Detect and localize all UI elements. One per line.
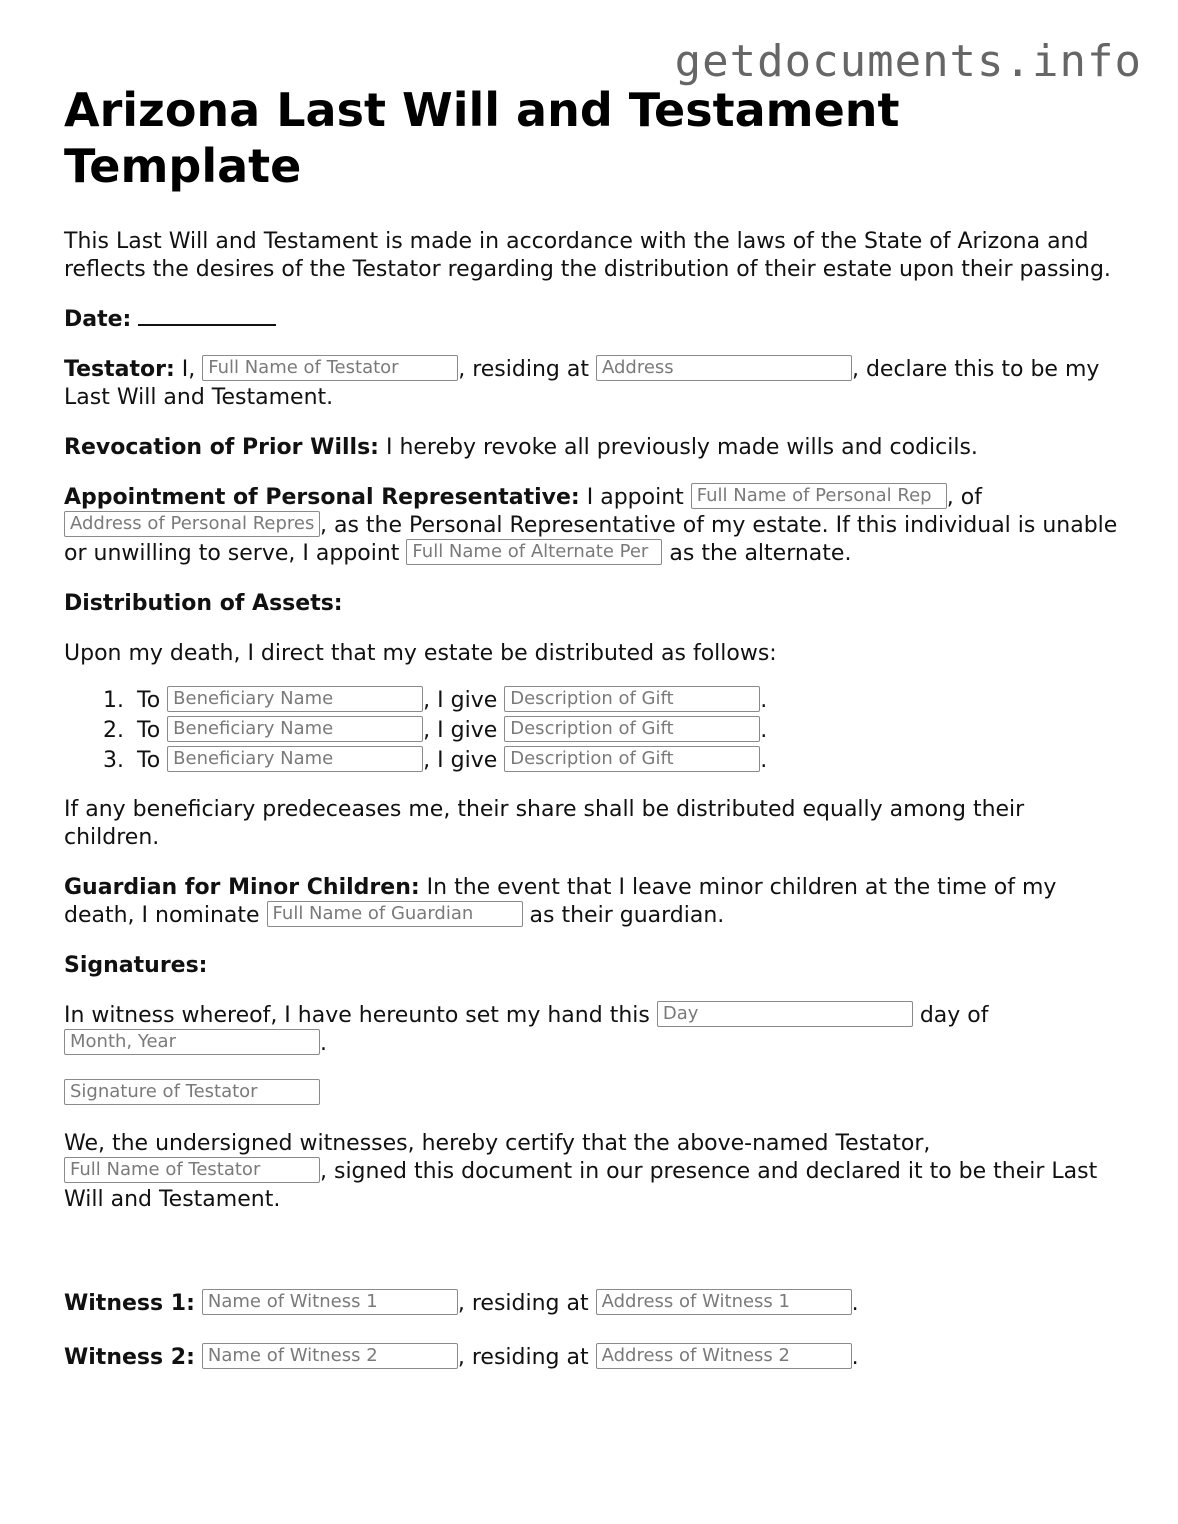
gift-2-field[interactable]: Description of Gift: [504, 716, 760, 742]
testator-address-field[interactable]: Address: [596, 355, 852, 381]
appointment-text-1: I appoint: [579, 485, 691, 510]
date-label: Date:: [64, 307, 132, 332]
testator-text-1: I,: [174, 357, 203, 382]
appointment-text-2: , of: [946, 485, 982, 510]
personal-rep-name-field[interactable]: Full Name of Personal Rep: [691, 483, 947, 509]
testator-label: Testator:: [64, 357, 175, 382]
witness-2-residing: , residing at: [457, 1345, 596, 1370]
distribution-heading: [64, 590, 1124, 618]
month-year-field[interactable]: Month, Year: [64, 1029, 320, 1055]
certification-paragraph: [64, 1130, 1124, 1214]
certification-text-1: We, the undersigned witnesses, hereby certify that the above-named Testator,: [64, 1131, 931, 1156]
spacer: [64, 1236, 1124, 1290]
witness-1-name-field[interactable]: Name of Witness 1: [202, 1289, 458, 1315]
signature-text-1: In witness whereof, I have hereunto set my hand this: [64, 1003, 657, 1028]
witness-2-line: [64, 1344, 1124, 1372]
list-text-to: To: [130, 688, 168, 713]
certification-text-2: , signed this document in our presence and declared it to be their Last Will and Testament.: [64, 1159, 1098, 1212]
gift-3-field[interactable]: Description of Gift: [504, 746, 760, 772]
list-number: 1.: [103, 688, 124, 713]
alternate-rep-name-field[interactable]: Full Name of Alternate Per: [406, 539, 662, 565]
witness-whereof-paragraph: [64, 1002, 1124, 1058]
list-text-give: , I give: [423, 748, 505, 773]
document-title: Arizona Last Will and Testament Template: [64, 83, 900, 193]
list-text-give: , I give: [423, 688, 505, 713]
appointment-text-3: , as the Personal Representative of my estate. If this individual is unable or unwilling to serve, I appoint: [64, 513, 1118, 566]
witness-2-label: Witness 2:: [64, 1345, 195, 1370]
appointment-label: Appointment of Personal Representative:: [64, 485, 580, 510]
document-page: [64, 82, 1124, 1398]
signatures-heading: [64, 952, 1124, 980]
guardian-paragraph: [64, 874, 1124, 930]
personal-rep-address-field[interactable]: Address of Personal Repres: [64, 511, 320, 537]
list-number: 3.: [103, 748, 124, 773]
witness-1-label: Witness 1:: [64, 1291, 195, 1316]
revocation-paragraph: [64, 434, 1124, 462]
list-text-end: .: [760, 718, 768, 743]
list-number: 2.: [103, 718, 124, 743]
predecease-paragraph: If any beneficiary predeceases me, their share shall be distributed equally among their children.: [64, 797, 1025, 850]
guardian-text-2: as their guardian.: [522, 903, 725, 928]
list-item: [94, 746, 1124, 776]
list-item: [94, 686, 1124, 716]
guardian-text-1: In the event that I leave minor children at the time of my death, I nominate: [64, 875, 1057, 928]
list-text-to: To: [130, 718, 168, 743]
witness-1-line: [64, 1290, 1124, 1318]
distribution-intro: Upon my death, I direct that my estate be distributed as follows:: [64, 641, 777, 666]
witness-2-end: .: [851, 1345, 859, 1370]
date-line: [64, 306, 1124, 334]
witness-2-name-field[interactable]: Name of Witness 2: [202, 1343, 458, 1369]
intro-paragraph: This Last Will and Testament is made in accordance with the laws of the State of Arizona and reflects the desires of the Testator regarding the distribution of their estate upon their passing.: [64, 229, 1111, 282]
witness-1-end: .: [851, 1291, 859, 1316]
appointment-paragraph: [64, 484, 1124, 568]
date-blank[interactable]: [138, 306, 276, 326]
guardian-name-field[interactable]: Full Name of Guardian: [267, 901, 523, 927]
signatures-heading-label: Signatures:: [64, 953, 208, 978]
revocation-label: Revocation of Prior Wills:: [64, 435, 379, 460]
beneficiary-1-field[interactable]: Beneficiary Name: [167, 686, 423, 712]
testator-signature-field[interactable]: Signature of Testator: [64, 1079, 320, 1105]
signature-text-2: day of: [912, 1003, 989, 1028]
gift-1-field[interactable]: Description of Gift: [504, 686, 760, 712]
testator-signature-line: [64, 1080, 1124, 1108]
watermark: getdocuments.info: [674, 36, 1142, 87]
appointment-text-4: as the alternate.: [662, 541, 852, 566]
certification-testator-name-field[interactable]: Full Name of Testator: [64, 1157, 320, 1183]
list-text-to: To: [130, 748, 168, 773]
day-field[interactable]: Day: [657, 1001, 913, 1027]
distribution-heading-label: Distribution of Assets:: [64, 591, 343, 616]
list-text-end: .: [760, 748, 768, 773]
signature-text-3: .: [320, 1031, 327, 1056]
testator-text-2: , residing at: [458, 357, 596, 382]
witness-1-address-field[interactable]: Address of Witness 1: [596, 1289, 852, 1315]
guardian-label: Guardian for Minor Children:: [64, 875, 420, 900]
testator-name-field[interactable]: Full Name of Testator: [202, 355, 458, 381]
beneficiary-3-field[interactable]: Beneficiary Name: [167, 746, 423, 772]
list-text-give: , I give: [423, 718, 505, 743]
testator-paragraph: [64, 356, 1124, 412]
witness-2-address-field[interactable]: Address of Witness 2: [596, 1343, 852, 1369]
testator-text-3: , declare this to be my Last Will and Testament.: [64, 357, 1100, 410]
distribution-list: [64, 686, 1124, 776]
list-text-end: .: [760, 688, 768, 713]
beneficiary-2-field[interactable]: Beneficiary Name: [167, 716, 423, 742]
witness-1-residing: , residing at: [457, 1291, 596, 1316]
list-item: [94, 716, 1124, 746]
revocation-text: I hereby revoke all previously made wills and codicils.: [378, 435, 978, 460]
